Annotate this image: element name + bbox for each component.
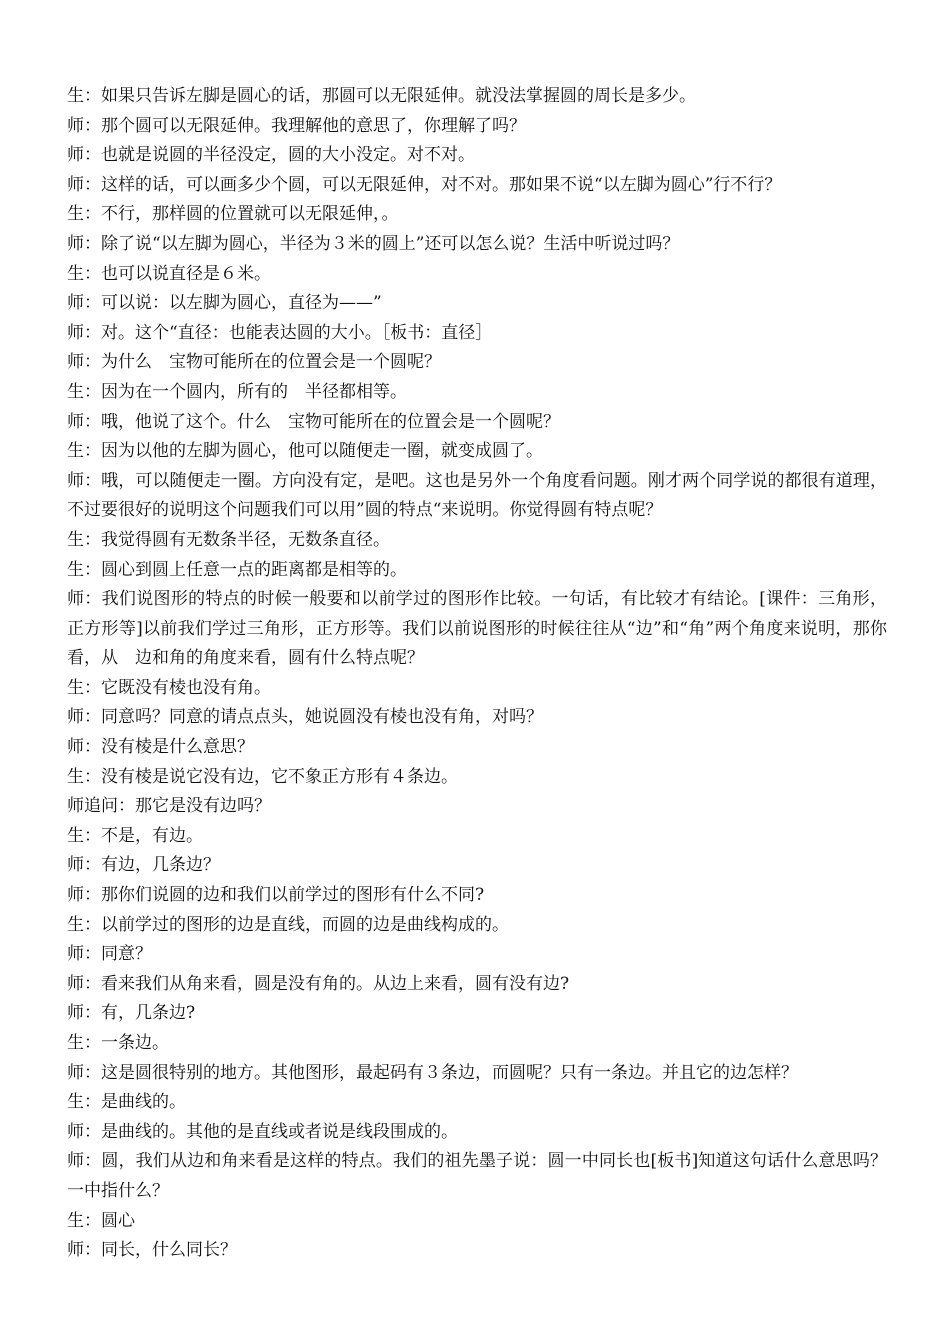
transcript-line: 师：可以说：以左脚为圆心，直径为——”: [67, 293, 382, 314]
transcript-line: 师：哦，他说了这个。什么 宝物可能所在的位置会是一个圆呢？: [67, 411, 560, 432]
transcript-line: 生：不行，那样圆的位置就可以无限延伸，。: [67, 204, 399, 225]
transcript-line: 师：对。这个“直径：也能表达圆的大小。［板书：直径］: [67, 322, 493, 343]
transcript-line: 师追问：那它是没有边吗？: [67, 796, 271, 817]
transcript-line: 师：那个圆可以无限延伸。我理解他的意思了，你理解了吗？: [67, 115, 526, 136]
transcript-line: 师：同意吗？同意的请点点头，她说圆没有棱也没有角，对吗？: [67, 707, 543, 728]
transcript-line: 师：是曲线的。其他的是直线或者说是线段围成的。: [67, 1121, 458, 1142]
transcript-line: 师：有，几条边?: [67, 1003, 196, 1024]
transcript-line: 师：同意？: [67, 944, 152, 965]
transcript-line: 师：有边，几条边？: [67, 855, 220, 876]
transcript-line: 生：因为以他的左脚为圆心，他可以随便走一圈，就变成圆了。: [67, 441, 543, 462]
transcript-line: 生：圆心到圆上任意一点的距离都是相等的。: [67, 559, 407, 580]
transcript-line: 师：同长，什么同长？: [67, 1240, 237, 1261]
transcript-line: 生：一条边。: [67, 1033, 169, 1053]
transcript-line: 师：除了说“以左脚为圆心，半径为３米的圆上”还可以怎么说？生活中听说过吗？: [67, 233, 680, 254]
transcript-line: 师：没有棱是什么意思？: [67, 737, 254, 758]
transcript-line: 生：以前学过的图形的边是直线，而圆的边是曲线构成的。: [67, 914, 509, 935]
transcript-line: 生：不是，有边。: [67, 825, 203, 846]
transcript-line: 师：那你们说圆的边和我们以前学过的图形有什么不同?: [67, 885, 485, 906]
transcript-line: 生：没有棱是说它没有边，它不象正方形有４条边。: [67, 766, 458, 787]
transcript-line: 师：看来我们从角来看，圆是没有角的。从边上来看，圆有没有边?: [67, 973, 570, 994]
transcript-line: 师：圆，我们从边和角来看是这样的特点。我们的祖先墨子说：圆一中同长也[板书]知道这句话什么意思吗？一中指什么？: [67, 1151, 887, 1201]
transcript-body: [67, 82, 887, 1266]
transcript-line: 生：因为在一个圆内，所有的 半径都相等。: [67, 381, 407, 402]
transcript-line: 师：哦，可以随便走一圈。方向没有定，是吧。这也是另外一个角度看问题。刚才两个同学说的都很有道理，不过要很好的说明这个问题我们可以用”圆的特点“来说明。你觉得圆有特点呢？: [67, 470, 887, 521]
transcript-line: 师：这样的话，可以画多少个圆，可以无限延伸，对不对。那如果不说“以左脚为圆心”行不行？: [67, 174, 782, 195]
transcript-line: 生：我觉得圆有无数条半径，无数条直径。: [67, 529, 390, 550]
transcript-line: 生：也可以说直径是６米。: [67, 263, 271, 284]
transcript-line: 师：这是圆很特别的地方。其他图形，最起码有３条边，而圆呢？只有一条边。并且它的边怎样？: [67, 1062, 798, 1083]
transcript-line: 师：我们说图形的特点的时候一般要和以前学过的图形作比较。一句话，有比较才有结论。[课件：三角形，正方形等]以前我们学过三角形，正方形等。我们以前说图形的时候往往从“边”和“角”两个角度来说明，那你看，从 边和角的角度来看，圆有什么特点呢？: [67, 589, 887, 669]
transcript-line: 师：为什么 宝物可能所在的位置会是一个圆呢？: [67, 352, 441, 373]
transcript-line: 生：是曲线的。: [67, 1092, 186, 1113]
transcript-line: 生：如果只告诉左脚是圆心的话，那圆可以无限延伸。就没法掌握圆的周长是多少。: [67, 86, 696, 106]
transcript-line: 生：圆心: [67, 1210, 135, 1231]
transcript-line: 师：也就是说圆的半径没定，圆的大小没定。对不对。: [67, 145, 475, 166]
transcript-line: 生：它既没有棱也没有角。: [67, 677, 271, 698]
